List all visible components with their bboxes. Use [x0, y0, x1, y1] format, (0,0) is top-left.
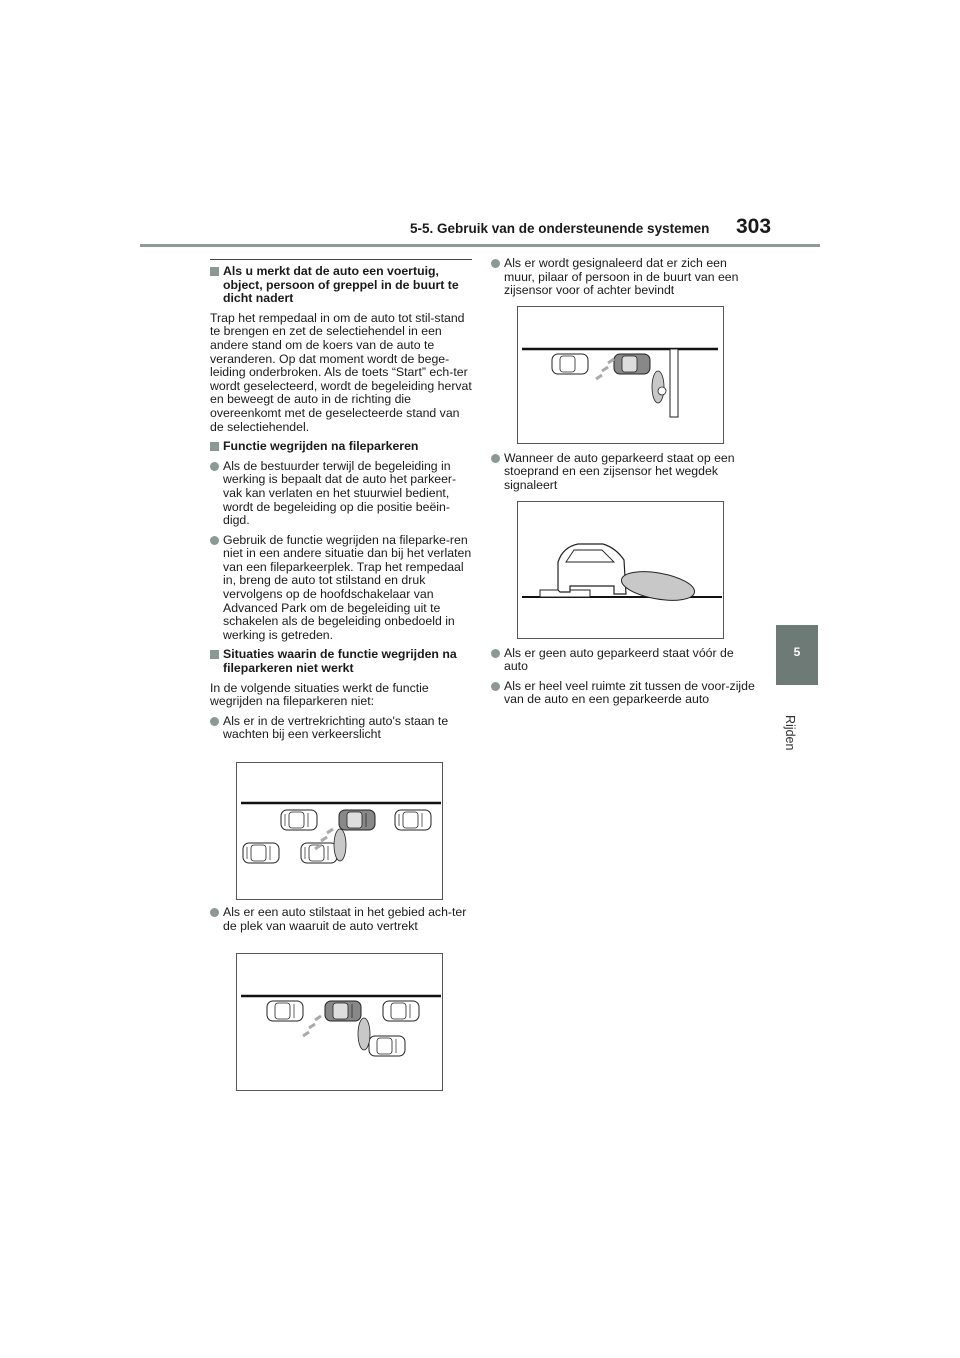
round-bullet-icon — [210, 462, 219, 471]
round-bullet-icon — [210, 717, 219, 726]
heading-not-working: Situaties waarin de functie wegrijden na fileparkeren niet werkt — [210, 648, 472, 675]
header-rule — [140, 244, 820, 247]
section-title: 5-5. Gebruik van de ondersteunende systemen — [410, 221, 710, 236]
illustration-curb — [517, 501, 724, 639]
round-bullet-icon — [210, 536, 219, 545]
bullet-large-space: Als er heel veel ruimte zit tussen de voor-zijde van de auto en een geparkeerde auto — [491, 680, 755, 707]
heading-departure-function: Functie wegrijden na fileparkeren — [210, 440, 472, 454]
round-bullet-icon — [210, 908, 219, 917]
bullet-steering: Als de bestuurder terwijl de begeleiding in werking is bepaalt dat de auto het parkeer-vak kan verlaten en het stuurwiel bedient, wordt de begeleiding op die positie beëin-digd. — [210, 460, 472, 528]
bullet-side-sensor-wall: Als er wordt gesignaleerd dat er zich een muur, pilaar of persoon in de buurt van een zijsensor voor of achter bevindt — [491, 257, 755, 298]
chapter-label: Rijden — [783, 715, 797, 751]
bullet-stopped-car: Als er een auto stilstaat in het gebied ach-ter de plek van waaruit de auto vertrekt — [210, 906, 472, 933]
square-bullet-icon — [210, 442, 219, 451]
bullet-no-car-in-front: Als er geen auto geparkeerd staat vóór de auto — [491, 647, 755, 674]
bullet-curb-sensor: Wanneer de auto geparkeerd staat op een stoeprand en een zijsensor het wegdek signaleert — [491, 452, 755, 493]
chapter-tab: 5 — [776, 625, 818, 685]
square-bullet-icon — [210, 267, 219, 276]
right-column — [491, 257, 755, 713]
page-number: 303 — [736, 215, 772, 238]
round-bullet-icon — [491, 259, 500, 268]
illustration-wall-pillar-person — [517, 306, 724, 444]
bullet-traffic-light: Als er in de vertrekrichting auto's staan te wachten bij een verkeerslicht — [210, 715, 472, 742]
section-top-rule — [210, 259, 472, 260]
illustration-car-behind — [236, 953, 443, 1091]
paragraph-situations: In de volgende situaties werkt de functie wegrijden na fileparkeren niet: — [210, 680, 429, 709]
round-bullet-icon — [491, 649, 500, 658]
heading-too-close: Als u merkt dat de auto een voertuig, object, persoon of greppel in de buurt te dicht nadert — [210, 265, 472, 306]
left-column — [210, 259, 472, 1097]
paragraph-brake: Trap het rempedaal in om de auto tot stil-stand te brengen en zet de selectiehendel in een andere stand om de koers van de auto te veranderen. Op dat moment wordt de bege-leiding onderbroken. Als de toets “Start” ech-ter wordt geselecteerd, wordt de begeleiding hervat en beweegt de auto in de richting die overeenkomt met de geselecteerde stand van de selectiehendel. — [210, 310, 472, 434]
bullet-usage: Gebruik de functie wegrijden na fileparke-ren niet in een andere situatie dan bij het verlaten van een fileparkeerplek. Trap het rempedaal in, breng de auto tot stilstand en druk vervolgens op de hoofdschakelaar van Advanced Park om de begeleiding uit te schakelen als de begeleiding onbedoeld in werking is getreden. — [210, 534, 472, 643]
square-bullet-icon — [210, 650, 219, 659]
illustration-traffic-light-waiting — [236, 762, 443, 900]
round-bullet-icon — [491, 454, 500, 463]
round-bullet-icon — [491, 682, 500, 691]
